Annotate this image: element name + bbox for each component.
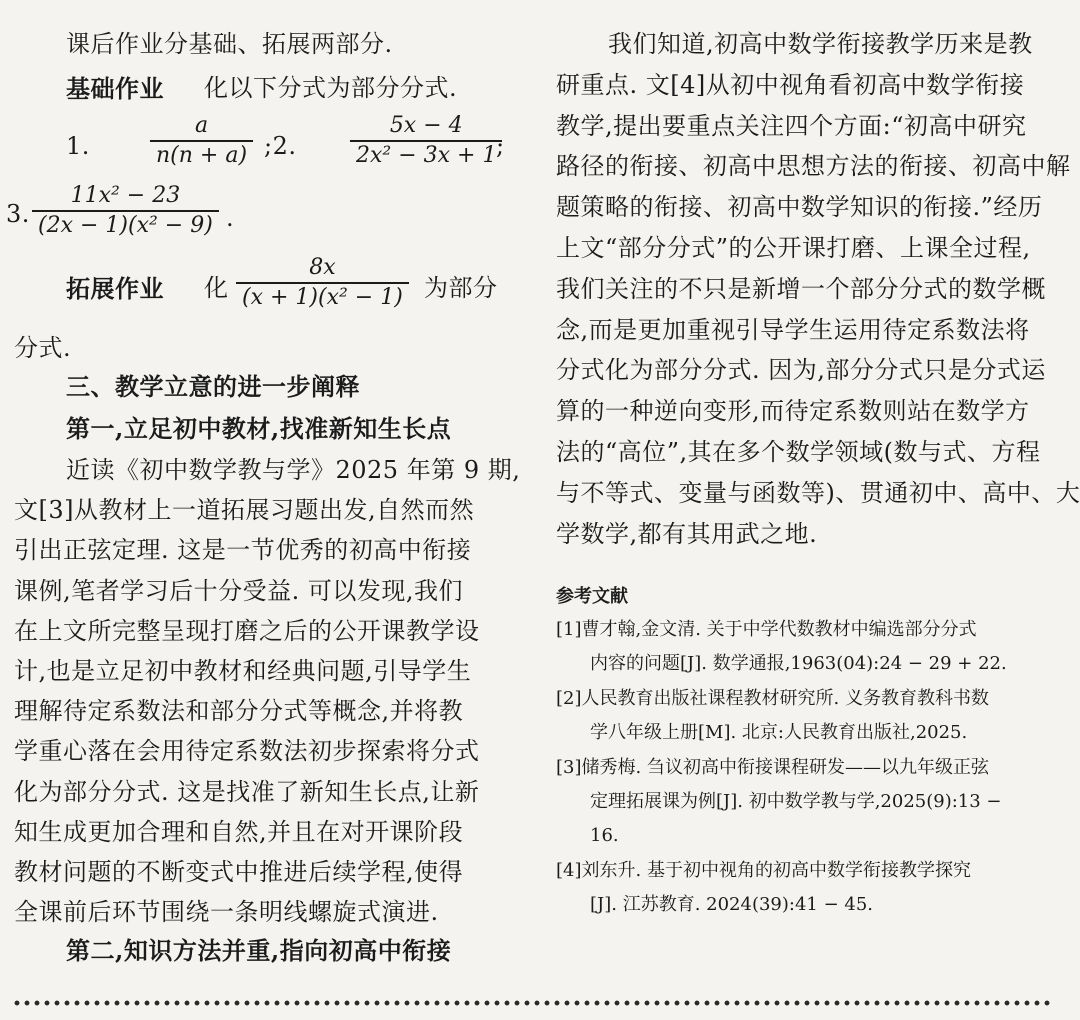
- reference-line: [1]曹才翰,金文清. 关于中学代数教材中编选部分分式: [556, 619, 977, 640]
- body-line: 上文“部分分式”的公开课打磨、上课全过程,: [556, 234, 1031, 262]
- fraction-3-numerator: 11x² − 23: [70, 183, 181, 208]
- body-line: 近读《初中数学教与学》2025 年第 9 期,: [66, 456, 521, 484]
- dotted-divider: [12, 1000, 1052, 1006]
- extension-homework-label: 拓展作业: [66, 274, 164, 303]
- item-number-1: 1.: [66, 132, 90, 160]
- body-line: 教学,提出要重点关注四个方面:“初高中研究: [556, 111, 1027, 140]
- body-line: 路径的衔接、初高中思想方法的衔接、初高中解: [556, 152, 1071, 181]
- fraction-2-denominator: 2x² − 3x + 1: [350, 140, 502, 170]
- body-line: 题策略的衔接、初高中数学知识的衔接.”经历: [556, 193, 1043, 222]
- extension-prefix: 化: [204, 274, 229, 302]
- fraction-4-denominator: (x + 1)(x² − 1): [236, 282, 409, 312]
- body-line: 教材问题的不断变式中推进后续学程,使得: [14, 858, 464, 886]
- fraction-1: [150, 112, 253, 170]
- subheading-first: 第一,立足初中教材,找准新知生长点: [66, 414, 452, 443]
- separator-semicolon: ;: [496, 132, 505, 160]
- body-line: 算的一种逆向变形,而待定系数则站在数学方: [556, 397, 1030, 426]
- fraction-1-denominator: n(n + a): [150, 140, 253, 170]
- body-line: 知生成更加合理和自然,并且在对开课阶段: [14, 817, 464, 846]
- body-line: 我们知道,初高中数学衔接教学历来是教: [608, 30, 1033, 58]
- reference-line: [3]储秀梅. 刍议初高中衔接课程研发——以九年级正弦: [556, 756, 989, 778]
- body-line: 分式化为部分分式. 因为,部分分式只是分式运: [556, 356, 1046, 385]
- section-heading-3: 三、教学立意的进一步阐释: [66, 372, 360, 401]
- fraction-2-numerator: 5x − 4: [389, 113, 463, 138]
- body-line: 文[3]从教材上一道拓展习题出发,自然而然: [14, 496, 475, 525]
- reference-line: [2]人民教育出版社课程教材研究所. 义务教育教科书数: [556, 687, 989, 709]
- body-line: 理解待定系数法和部分分式等概念,并将教: [14, 697, 464, 726]
- reference-line: 内容的问题[J]. 数学通报,1963(04):24 − 29 + 22.: [590, 653, 1007, 675]
- body-line: 我们关注的不只是新增一个部分分式的数学概: [556, 274, 1046, 303]
- body-line: 与不等式、变量与函数等)、贯通初中、高中、大: [556, 478, 1080, 507]
- item-number-3: 3.: [6, 200, 30, 228]
- basic-homework-label: 基础作业: [66, 74, 164, 103]
- body-line: 研重点. 文[4]从初中视角看初高中数学衔接: [556, 70, 1025, 99]
- fraction-1-numerator: a: [194, 113, 209, 138]
- body-line: 化为部分分式. 这是找准了新知生长点,让新: [14, 777, 480, 806]
- body-line: 法的“高位”,其在多个数学领域(数与式、方程: [556, 438, 1041, 466]
- reference-line: 学八年级上册[M]. 北京:人民教育出版社,2025.: [590, 722, 968, 744]
- body-line: 学重心落在会用待定系数法初步探索将分式: [14, 737, 480, 766]
- fraction-3: [32, 182, 219, 240]
- body-line: 在上文所完整呈现打磨之后的公开课教学设: [14, 616, 480, 645]
- references-title: 参考文献: [556, 586, 628, 607]
- fraction-4-numerator: 8x: [309, 255, 336, 280]
- basic-homework-text: 化以下分式为部分分式.: [204, 74, 458, 102]
- body-line: 引出正弦定理. 这是一节优秀的初高中衔接: [14, 536, 472, 565]
- extension-suffix: 为部分: [424, 274, 498, 302]
- fraction-2: [350, 112, 502, 170]
- separator-2: ;2.: [264, 132, 297, 160]
- reference-line: [4]刘东升. 基于初中视角的初高中数学衔接教学探究: [556, 859, 971, 881]
- extension-end: 分式.: [14, 334, 72, 362]
- fraction-3-denominator: (2x − 1)(x² − 9): [32, 210, 219, 240]
- subheading-second: 第二,知识方法并重,指向初高中衔接: [66, 936, 452, 965]
- homework-intro: 课后作业分基础、拓展两部分.: [66, 30, 393, 58]
- reference-line: 16.: [590, 825, 619, 847]
- reference-line: [J]. 江苏教育. 2024(39):41 − 45.: [590, 894, 874, 916]
- reference-line: 定理拓展课为例[J]. 初中数学教与学,2025(9):13 −: [590, 791, 1002, 812]
- body-line: 全课前后环节围绕一条明线螺旋式演进.: [14, 898, 439, 927]
- fraction-4: [236, 254, 409, 312]
- body-line: 课例,笔者学习后十分受益. 可以发现,我们: [14, 576, 464, 605]
- body-line: 学数学,都有其用武之地.: [556, 519, 818, 548]
- body-line: 念,而是更加重视引导学生运用待定系数法将: [556, 315, 1030, 344]
- fraction-3-period: .: [226, 204, 235, 232]
- body-line: 计,也是立足初中教材和经典问题,引导学生: [14, 657, 472, 685]
